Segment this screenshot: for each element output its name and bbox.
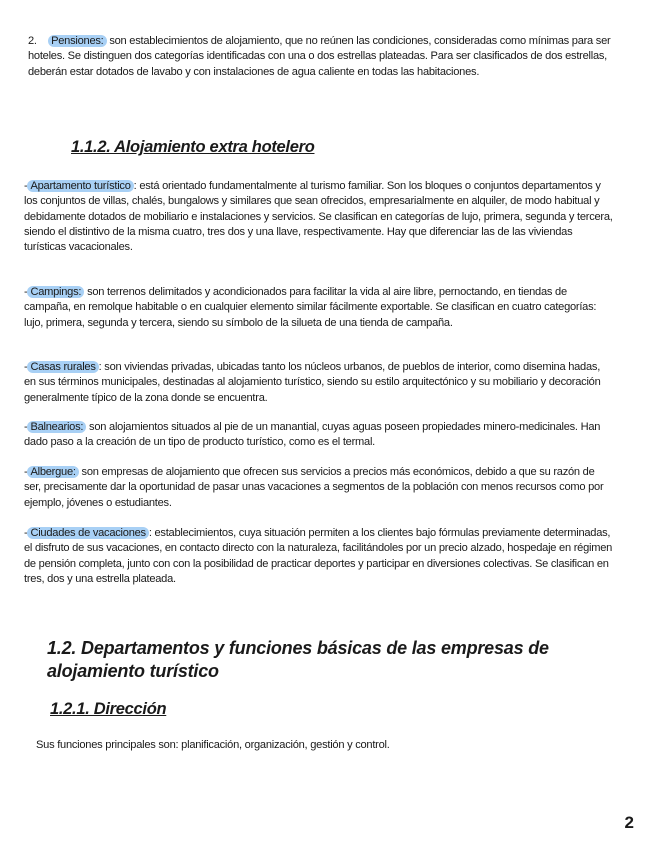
section-heading-extra-hotelero: 1.1.2. Alojamiento extra hotelero <box>71 138 315 156</box>
highlighted-term: Pensiones: <box>48 35 106 47</box>
definition-text: son establecimientos de alojamiento, que no reúnen las condiciones, consideradas como mínimas para ser hoteles. Se distinguen dos categorías identificadas con una o dos estrellas plateadas. Para ser clasificados de dos estrellas, deberán estar dotados de lavabo y con instalaciones de agua caliente en todas las habitaciones. <box>28 35 611 78</box>
definition-text: son terrenos delimitados y acondicionados para facilitar la vida al aire libre, pernoctando, en tiendas de campaña, en remolque habitable o en cualquier elemento similar fácilmente exportable. Se clasifican en cuatro categorías: lujo, primera, segunda y tercera, siendo su símbolo de la silueta de una tienda de campaña. <box>24 286 597 329</box>
highlighted-term: Albergue: <box>27 466 78 478</box>
item-campings: - Campings: son terrenos delimitados y acondicionados para facilitar la vida al aire libre, pernoctando, en tiendas de campaña, en remolque habitable o en cualquier elemento similar fácilmente exportable. Se clasifican en cuatro categorías: lujo, primera, segunda y tercera, siendo su símbolo de la silueta de una tienda de campaña. <box>24 286 597 329</box>
highlighted-term: Apartamento turístico <box>27 180 133 192</box>
definition-text: : está orientado fundamentalmente al turismo familiar. Son los bloques o conjuntos departamentos y los conjuntos de villas, chalés, bungalows y similares que sean ofrecidos, empresarialmente en alquiler, de modo habitual y debidamente dotados de mobiliario e instalaciones y servicios. Se clasifican en categorías de lujo, primera, segunda y tercera, siendo el distintivo de la misma cuatro, tres dos y una llave, respectivamente. Hay que diferenciar las de las viviendas turísticas vacacionales. <box>24 180 613 254</box>
item-apartamento: - Apartamento turístico : está orientado fundamentalmente al turismo familiar. Son los bloques o conjuntos departamentos y los conjuntos de villas, chalés, bungalows y similares que sean ofrecidos, empresarialmente en alquiler, de modo habitual y debidamente dotados de mobiliario e instalaciones y servicios. Se clasifican en categorías de lujo, primera, segunda y tercera, siendo el distintivo de la misma cuatro, tres dos y una llave, respectivamente. Hay que diferenciar las de las viviendas turísticas vacacionales. <box>24 180 613 254</box>
highlighted-term: Ciudades de vacaciones <box>27 527 148 539</box>
list-number: 2. <box>28 35 37 47</box>
section-heading-direccion: 1.2.1. Dirección <box>50 700 167 718</box>
item-albergue: - Albergue: son empresas de alojamiento que ofrecen sus servicios a precios más económicos, debido a que su razón de ser, precisamente dar la oportunidad de pasar unas vacaciones a segmentos de la población con menos recursos como por ejemplo, jóvenes o estudiantes. <box>24 466 604 509</box>
item-casas-rurales: - Casas rurales : son viviendas privadas, ubicadas tanto los núcleos urbanos, de pueblos de interior, como disemina hadas, en sus términos municipales, destinadas al alojamiento turístico, siendo su estilo arquitectónico y su mobiliario y decoración generalmente típico de la zona donde se encuentra. <box>24 361 601 404</box>
definition-text: : establecimientos, cuya situación permiten a los clientes bajo fórmulas previamente determinadas, el disfruto de sus vacaciones, en contacto directo con la naturaleza, facilitándoles por un precio alzado, hospedaje en régimen de pensión completa, junto con con la posibilidad de practicar deportes y participar en diversiones colectivas. Se clasifican en tres, dos y una estrella plateada. <box>24 527 613 585</box>
definition-text: son alojamientos situados al pie de un manantial, cuyas aguas poseen propiedades minero-medicinales. Han dado paso a la creación de un tipo de producto turístico, como es el termal. <box>24 421 601 449</box>
pensiones-paragraph <box>28 34 618 80</box>
highlighted-term: Campings: <box>27 286 84 298</box>
highlighted-term: Balnearios: <box>27 421 86 433</box>
page-number: 2 <box>624 813 634 832</box>
item-balnearios: - Balnearios: son alojamientos situados al pie de un manantial, cuyas aguas poseen propiedades minero-medicinales. Han dado paso a la creación de un tipo de producto turístico, como es el termal. <box>24 421 601 449</box>
section-heading-departamentos: 1.2. Departamentos y funciones básicas de las empresas de alojamiento turístico <box>47 638 549 681</box>
definition-text: : son viviendas privadas, ubicadas tanto los núcleos urbanos, de pueblos de interior, como disemina hadas, en sus términos municipales, destinadas al alojamiento turístico, siendo su estilo arquitectónico y su mobiliario y decoración generalmente típico de la zona donde se encuentra. <box>24 361 601 404</box>
highlighted-term: Casas rurales <box>27 361 98 373</box>
funciones-text: Sus funciones principales son: planificación, organización, gestión y control. <box>36 739 390 751</box>
definition-text: son empresas de alojamiento que ofrecen sus servicios a precios más económicos, debido a que su razón de ser, precisamente dar la oportunidad de pasar unas vacaciones a segmentos de la población con menos recursos como por ejemplo, jóvenes o estudiantes. <box>24 466 604 509</box>
item-ciudades-vacaciones: - Ciudades de vacaciones : establecimientos, cuya situación permiten a los clientes bajo fórmulas previamente determinadas, el disfruto de sus vacaciones, en contacto directo con la naturaleza, facilitándoles por un precio alzado, hospedaje en régimen de pensión completa, junto con con la posibilidad de practicar deportes y participar en diversiones colectivas. Se clasifican en tres, dos y una estrella plateada. <box>24 527 613 585</box>
